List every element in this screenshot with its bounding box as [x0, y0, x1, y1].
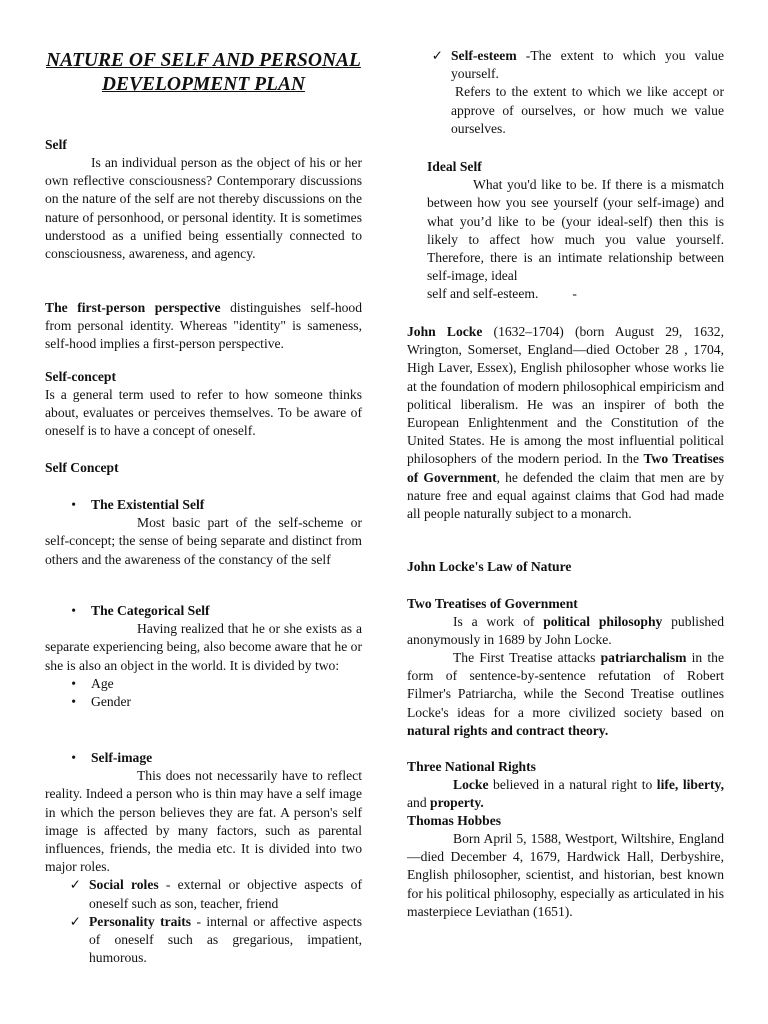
two-treatises-ref: Two Treatises of Government — [407, 451, 725, 485]
self-esteem-text: -The extent to which you value yourself. — [451, 48, 724, 82]
existential-self-item — [45, 496, 362, 569]
three-rights-heading: Three National Rights — [407, 759, 536, 774]
thomas-hobbes-paragraph: Born April 5, 1588, Westport, Wiltshire, England—died December 4, 1679, Hardwick Hall, Derbyshire, English philosopher, scientist, and historian, best known for his political philosophy, especially as articulated in his masterpiece Leviathan (1651). — [407, 831, 724, 919]
bullet-icon: • — [71, 603, 76, 618]
self-esteem-label: Self-esteem — [451, 48, 517, 63]
john-locke-name: John Locke — [407, 324, 483, 339]
existential-label: The Existential Self — [91, 497, 205, 512]
list-item — [45, 876, 362, 912]
check-icon: ✓ — [69, 877, 81, 893]
self-concept-paragraph: Is a general term used to refer to how someone thinks about, evaluates or perceives themselves. To be aware of oneself is to have a concept of oneself. — [45, 387, 362, 439]
ideal-self-text: What you'd like to be. If there is a mismatch between how you see yourself (your self-image) and what you’d like to be (your ideal-self) then this is likely to affect how much you value yourself. Therefore, there is an intimate relationship between self-image, ideal — [427, 177, 724, 284]
check-icon: ✓ — [431, 48, 443, 63]
category-age: Age — [91, 675, 114, 691]
existential-text: Most basic part of the self-scheme or self-concept; the sense of being separate and distinct from others and the awareness of the constancy of the self — [45, 515, 362, 567]
categorical-label: The Categorical Self — [91, 603, 210, 618]
self-concept-heading-2: Self Concept — [45, 460, 119, 475]
two-treatises-paragraph: Is a work of political philosophy published anonymously in 1689 by John Locke. — [407, 614, 724, 648]
list-item — [45, 913, 362, 968]
social-roles-text: - external or objective aspects of oneself such as son, teacher, friend — [89, 877, 363, 911]
john-locke-paragraph: John Locke (1632–1704) (born August 29, 1632, Wrington, Somerset, England—died October 28 , 1704, High Laver, Essex), English philosopher whose works lie at the foundation of modern philosophical empiricism and political liberalism. He was an inspirer of both the European Enlightenment and the Constitution of the United States. He is among the most influential political philosophers of the modern period. In the Two Treatises of Government, he defended the claim that men are by nature free and equal against claims that God had made all people naturally subject to a monarch. — [407, 324, 725, 522]
self-esteem-text-2: Refers to the extent to which we like accept or approve of ourselves, or how much we value ourselves. — [451, 84, 724, 136]
bullet-icon: • — [71, 750, 76, 765]
first-person-paragraph — [45, 299, 362, 354]
category-gender: Gender — [91, 694, 132, 710]
self-paragraph: Is an individual person as the object of his or her own reflective consciousness? Contemporary discussions on the nature of the self are not thereby discussions on the nature of personhood, or personal identity. It is sometimes understood as a unified being essentially connected to consciousness, awareness, and agency. — [45, 155, 362, 262]
ideal-self-item — [407, 158, 724, 304]
two-treatises-heading: Two Treatises of Government — [407, 596, 578, 611]
list-item — [45, 693, 362, 711]
first-person-label: The first-person perspective — [45, 300, 221, 315]
ideal-self-end: self and self-esteem. - — [427, 286, 577, 302]
first-treatise-paragraph: The First Treatise attacks patriarchalism in the form of sentence-by-sentence refutation of Robert Filmer's Patriarcha, while the Second Treatise outlines Locke's ideas for a more civilized society based on natural rights and contract theory. — [407, 650, 725, 738]
three-rights-paragraph: Locke believed in a natural right to life, liberty, and property. — [407, 777, 724, 811]
list-item — [45, 675, 362, 693]
bullet-icon: • — [71, 675, 76, 691]
self-esteem-item — [407, 47, 724, 138]
self-concept-heading: Self-concept — [45, 369, 116, 384]
first-person-text: distinguishes self-hood from personal identity. Whereas "identity" is sameness, self-hood implies a first-person perspective. — [45, 300, 363, 352]
law-of-nature-heading: John Locke's Law of Nature — [407, 559, 572, 574]
bullet-icon: • — [71, 497, 76, 512]
page-title: NATURE OF SELF AND PERSONAL DEVELOPMENT PLAN — [46, 50, 361, 95]
self-image-label: Self-image — [91, 750, 153, 765]
social-roles-label: Social roles — [89, 877, 159, 893]
self-image-item — [45, 749, 362, 967]
ideal-self-label: Ideal Self — [427, 159, 482, 174]
categorical-self-item — [45, 602, 362, 711]
personality-traits-text: - internal or affective aspects of oneself such as gregarious, impatient, humorous. — [89, 913, 362, 966]
self-heading: Self — [45, 137, 67, 152]
self-image-text: This does not necessarily have to reflect reality. Indeed a person who is thin may have a self image in which the person believes they are fat. A person's self image is affected by many factors, such as parental influences, friends, the media etc. It is divided into two major roles. — [45, 768, 362, 875]
check-icon: ✓ — [69, 913, 81, 929]
categorical-text: Having realized that he or she exists as a separate experiencing being, also become aware that he or she is also an object in the world. It is divided by two: — [45, 621, 362, 673]
bullet-icon: • — [71, 694, 76, 710]
thomas-hobbes-heading: Thomas Hobbes — [407, 813, 502, 828]
personality-traits-label: Personality traits — [89, 913, 192, 929]
